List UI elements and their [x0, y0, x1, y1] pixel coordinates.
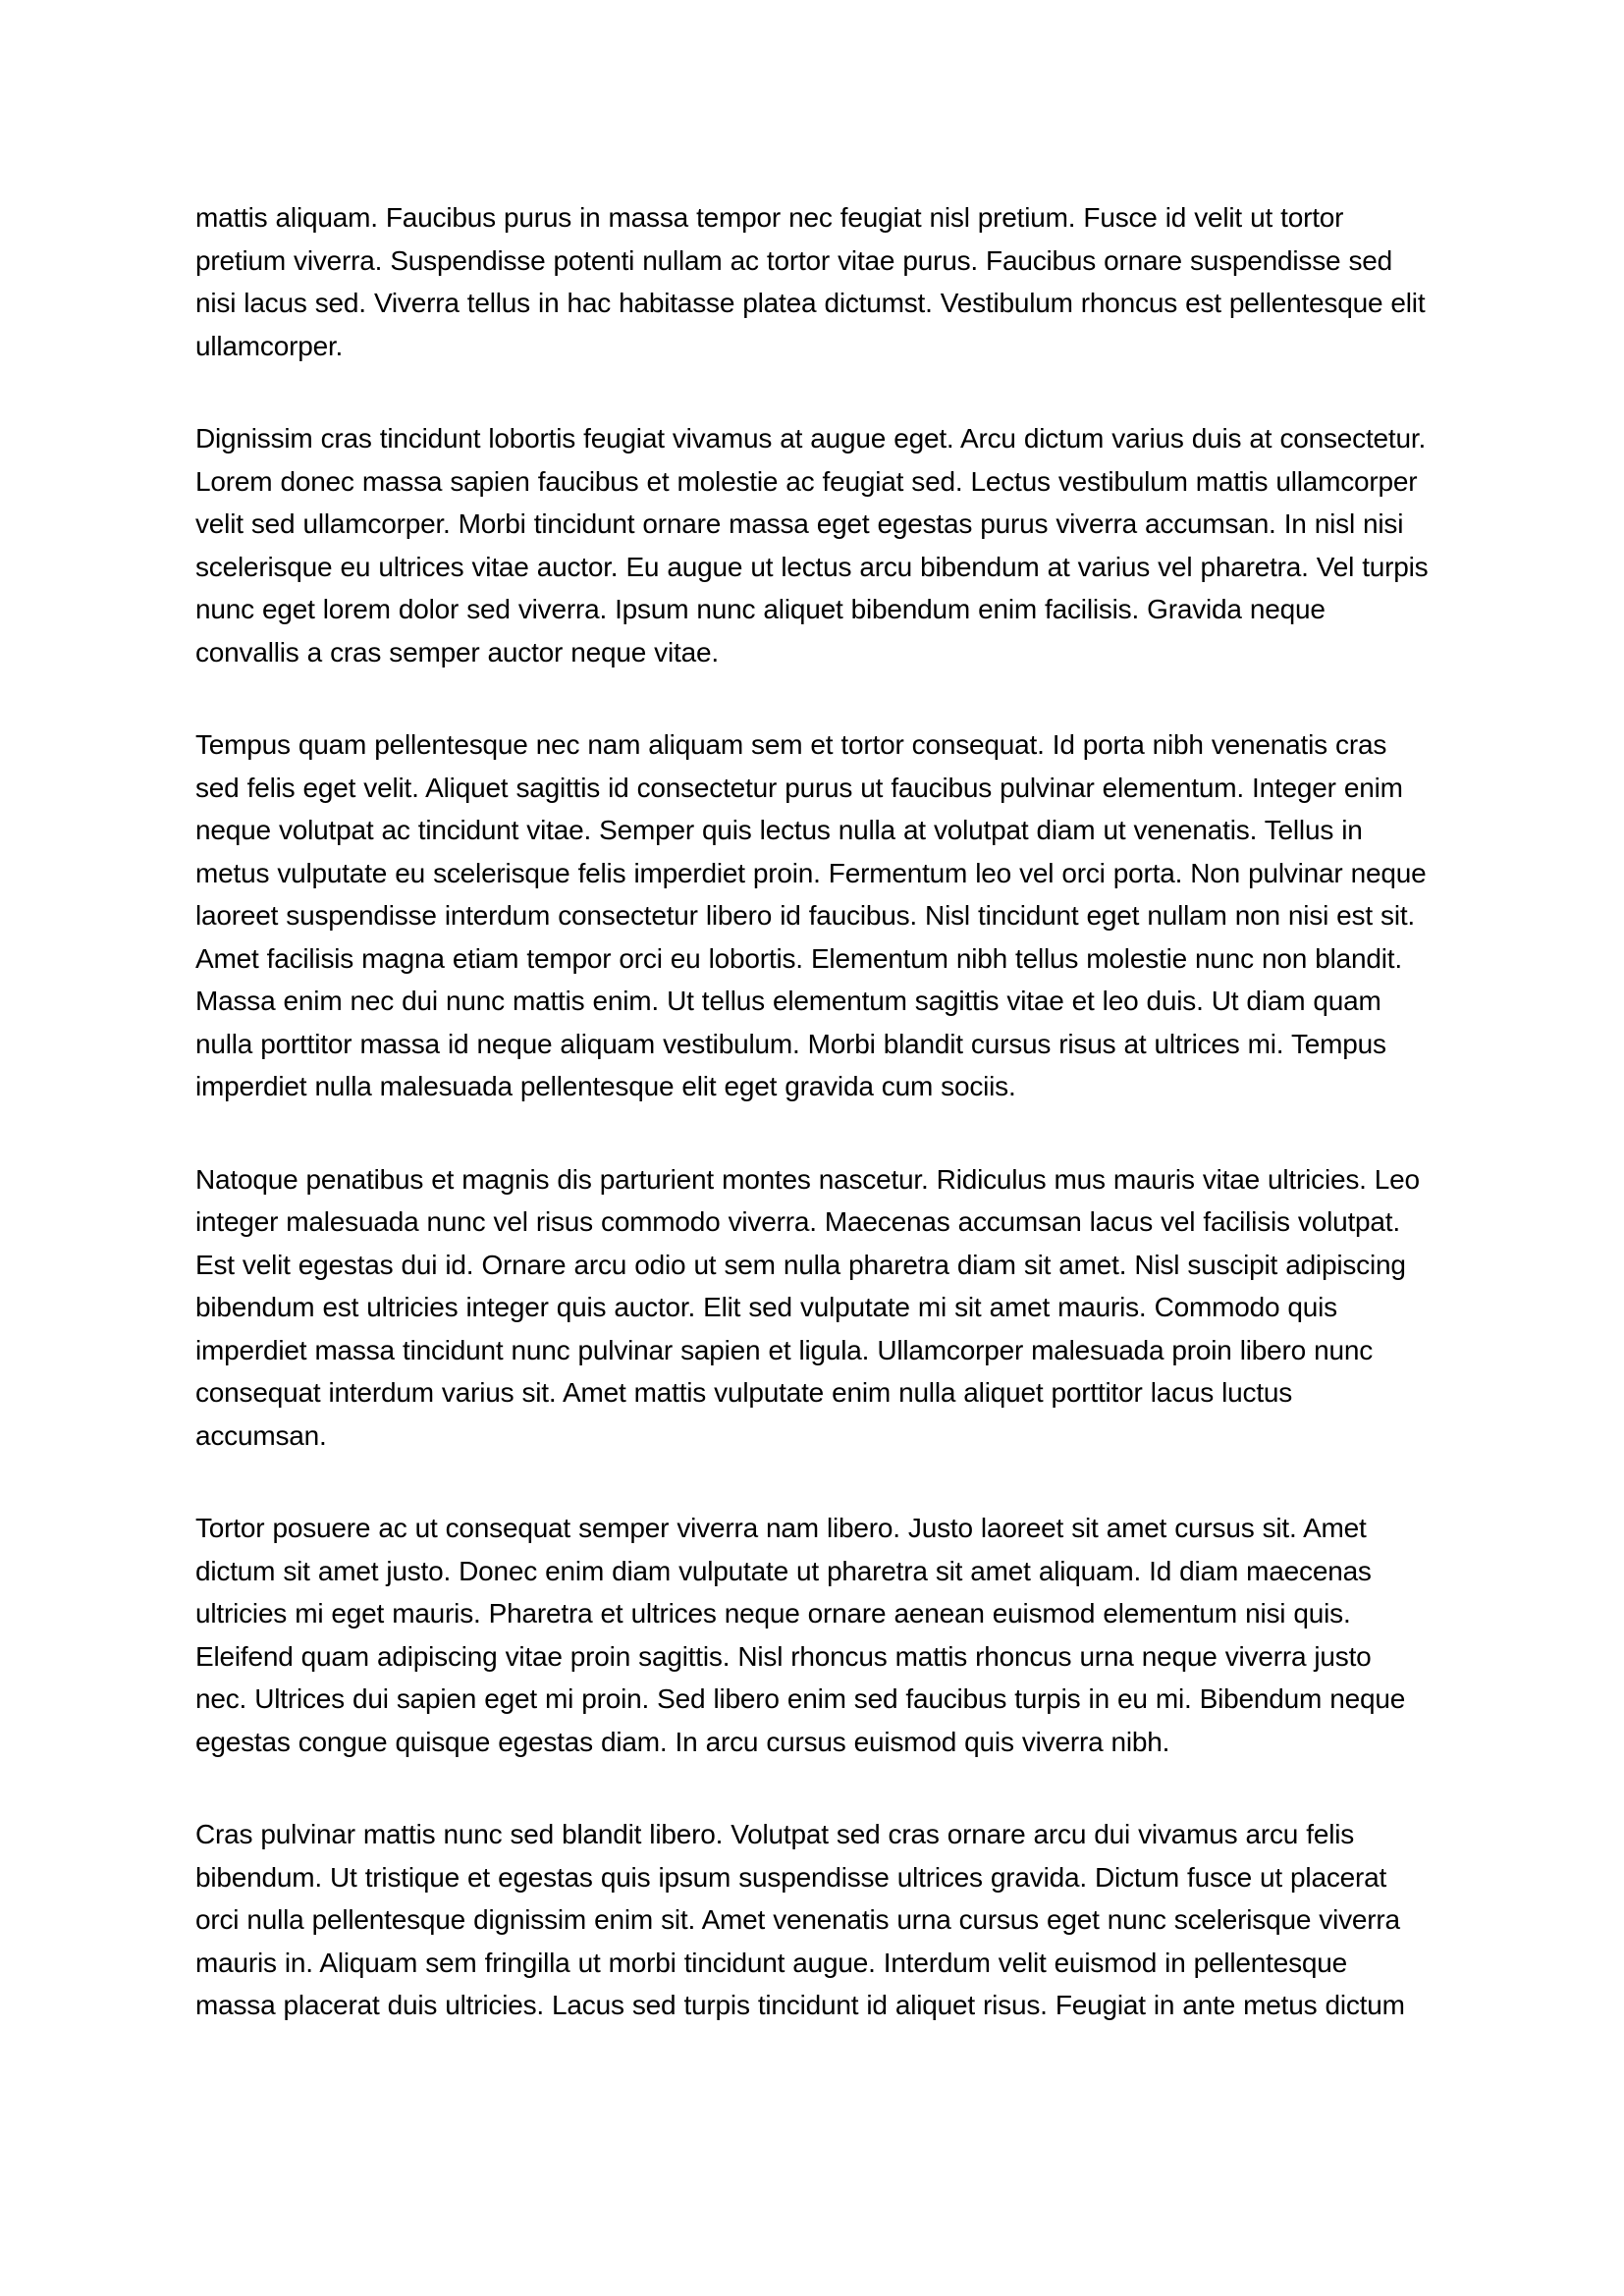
paragraph-5: Tortor posuere ac ut consequat semper viverra nam libero. Justo laoreet sit amet cursus sit. Amet dictum sit amet justo. Donec enim diam vulputate ut pharetra sit amet aliquam. Id diam maecenas ultricies mi eget mauris. Pharetra et ultrices neque ornare aenean euismod elementum nisi quis. Eleifend quam adipiscing vitae proin sagittis. Nisl rhoncus mattis rhoncus urna neque viverra justo nec. Ultrices dui sapien eget mi proin. Sed libero enim sed faucibus turpis in eu mi. Bibendum neque egestas congue quisque egestas diam. In arcu cursus euismod quis viverra nibh. [195, 1513, 1406, 1757]
paragraph-3: Tempus quam pellentesque nec nam aliquam sem et tortor consequat. Id porta nibh venenatis cras sed felis eget velit. Aliquet sagittis id consectetur purus ut faucibus pulvinar elementum. Integer enim neque volutpat ac tincidunt vitae. Semper quis lectus nulla at volutpat diam ut venenatis. Tellus in metus vulputate eu scelerisque felis imperdiet proin. Fermentum leo vel orci porta. Non pulvinar neque laoreet suspendisse interdum consectetur libero id faucibus. Nisl tincidunt eget nullam non nisi est sit. Amet facilisis magna etiam tempor orci eu lobortis. Elementum nibh tellus molestie nunc non blandit. Massa enim nec dui nunc mattis enim. Ut tellus elementum sagittis vitae et leo duis. Ut diam quam nulla porttitor massa id neque aliquam vestibulum. Morbi blandit cursus risus at ultrices mi. Tempus imperdiet nulla malesuada pellentesque elit eget gravida cum sociis. [195, 729, 1427, 1101]
paragraph-4: Natoque penatibus et magnis dis parturient montes nascetur. Ridiculus mus mauris vitae ultricies. Leo integer malesuada nunc vel risus commodo viverra. Maecenas accumsan lacus vel facilisis volutpat. Est velit egestas dui id. Ornare arcu odio ut sem nulla pharetra diam sit amet. Nisl suscipit adipiscing bibendum est ultricies integer quis auctor. Elit sed vulputate mi sit amet mauris. Commodo quis imperdiet massa tincidunt nunc pulvinar sapien et ligula. Ullamcorper malesuada proin libero nunc consequat interdum varius sit. Amet mattis vulputate enim nulla aliquet porttitor lacus luctus accumsan. [195, 1163, 1420, 1451]
paragraph-2: Dignissim cras tincidunt lobortis feugiat vivamus at augue eget. Arcu dictum varius duis at consectetur. Lorem donec massa sapien faucibus et molestie ac feugiat sed. Lectus vestibulum mattis ullamcorper velit sed ullamcorper. Morbi tincidunt ornare massa eget egestas purus viverra accumsan. In nisl nisi scelerisque eu ultrices vitae auctor. Eu augue ut lectus arcu bibendum at varius vel pharetra. Vel turpis nunc eget lorem dolor sed viverra. Ipsum nunc aliquet bibendum enim facilisis. Gravida neque convallis a cras semper auctor neque vitae. [195, 423, 1429, 667]
paragraph-1: mattis aliquam. Faucibus purus in massa tempor nec feugiat nisl pretium. Fusce id velit ut tortor pretium viverra. Suspendisse potenti nullam ac tortor vitae purus. Faucibus ornare suspendisse sed nisi lacus sed. Viverra tellus in hac habitasse platea dictumst. Vestibulum rhoncus est pellentesque elit ullamcorper. [195, 202, 1426, 361]
paragraph-6: Cras pulvinar mattis nunc sed blandit libero. Volutpat sed cras ornare arcu dui vivamus arcu felis bibendum. Ut tristique et egestas quis ipsum suspendisse ultrices gravida. Dictum fusce ut placerat orci nulla pellentesque dignissim enim sit. Amet venenatis urna cursus eget nunc scelerisque viverra mauris in. Aliquam sem fringilla ut morbi tincidunt augue. Interdum velit euismod in pellentesque massa placerat duis ultricies. Lacus sed turpis tincidunt id aliquet risus. Feugiat in ante metus dictum [195, 1819, 1405, 2020]
document-body-text [195, 196, 1430, 2027]
